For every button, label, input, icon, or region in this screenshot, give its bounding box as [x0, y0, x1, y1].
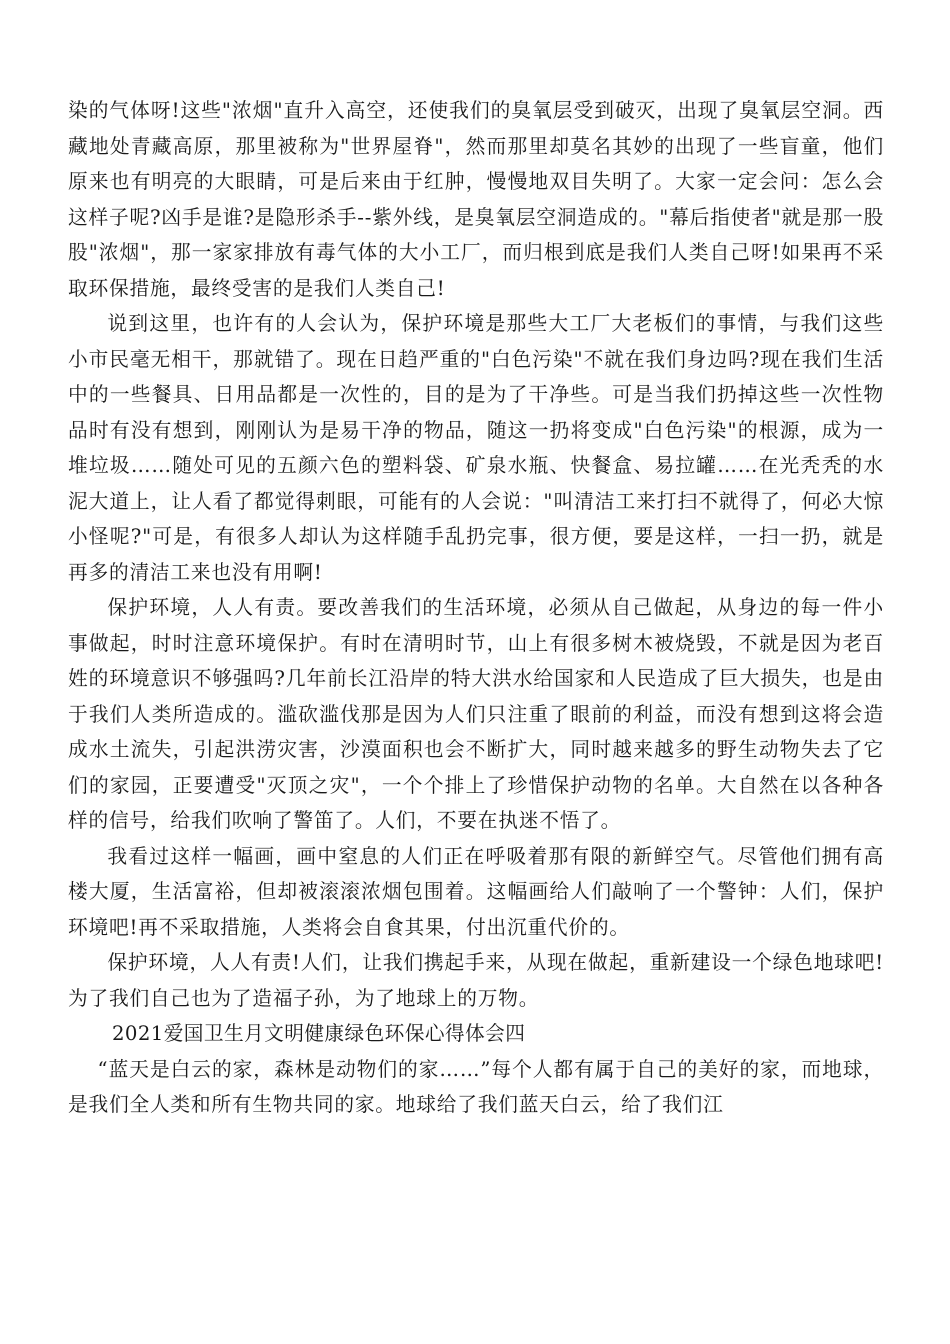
section-heading: 2021爱国卫生月文明健康绿色环保心得体会四: [112, 1022, 526, 1045]
paragraph-5: 保护环境，人人有责!人们，让我们携起手来，从现在做起，重新建设一个绿色地球吧!为了我们自己也为了造福子孙，为了地球上的万物。: [68, 951, 884, 1010]
paragraph-1: 染的气体呀!这些"浓烟"直升入高空，还使我们的臭氧层受到破灭，出现了臭氧层空洞。西藏地处青藏高原，那里被称为"世界屋脊"，然而那里却莫名其妙的出现了一些盲童，他们原来也有明亮的大眼睛，可是后来由于红肿，慢慢地双目失明了。大家一定会问：怎么会这样子呢?凶手是谁?是隐形杀手--紫外线，是臭氧层空洞造成的。"幕后指使者"就是那一股股"浓烟"，那一家家排放有毒气体的大小工厂，而归根到底是我们人类自己呀!如果再不采取环保措施，最终受害的是我们人类自己!: [68, 99, 884, 300]
paragraph-4: 我看过这样一幅画，画中窒息的人们正在呼吸着那有限的新鲜空气。尽管他们拥有高楼大厦，生活富裕，但却被滚滚浓烟包围着。这幅画给人们敲响了一个警钟：人们，保护环境吧!再不采取措施，人类将会自食其果，付出沉重代价的。: [68, 844, 884, 939]
paragraph-2: 说到这里，也许有的人会认为，保护环境是那些大工厂大老板们的事情，与我们这些小市民毫无相干，那就错了。现在日趋严重的"白色污染"不就在我们身边吗?现在我们生活中的一些餐具、日用品都是一次性的，目的是为了干净些。可是当我们扔掉这些一次性物品时有没有想到，刚刚认为是易干净的物品，随这一扔将变成"白色污染"的根源，成为一堆垃圾……随处可见的五颜六色的塑料袋、矿泉水瓶、快餐盒、易拉罐……在光秃秃的水泥大道上，让人看了都觉得刺眼，可能有的人会说："叫清洁工来打扫不就得了，何必大惊小怪呢?"可是，有很多人却认为这样随手乱扔完事，很方便，要是这样，一扫一扔，就是再多的清洁工来也没有用啊!: [68, 312, 884, 584]
paragraph-6: “蓝天是白云的家，森林是动物们的家……”每个人都有属于自己的美好的家，而地球，是我们全人类和所有生物共同的家。地球给了我们蓝天白云，给了我们江: [68, 1057, 884, 1116]
paragraph-3: 保护环境，人人有责。要改善我们的生活环境，必须从自己做起，从身边的每一件小事做起，时时注意环境保护。有时在清明时节，山上有很多树木被烧毁，不就是因为老百姓的环境意识不够强吗?几年前长江沿岸的特大洪水给国家和人民造成了巨大损失，也是由于我们人类所造成的。滥砍滥伐那是因为人们只注重了眼前的利益，而没有想到这将会造成水土流失，引起洪涝灾害，沙漠面积也会不断扩大，同时越来越多的野生动物失去了它们的家园，正要遭受"灭顶之灾"，一个个排上了珍惜保护动物的名单。大自然在以各种各样的信号，给我们吹响了警笛了。人们，不要在执迷不悟了。: [68, 596, 884, 832]
document-page: [68, 93, 884, 1123]
